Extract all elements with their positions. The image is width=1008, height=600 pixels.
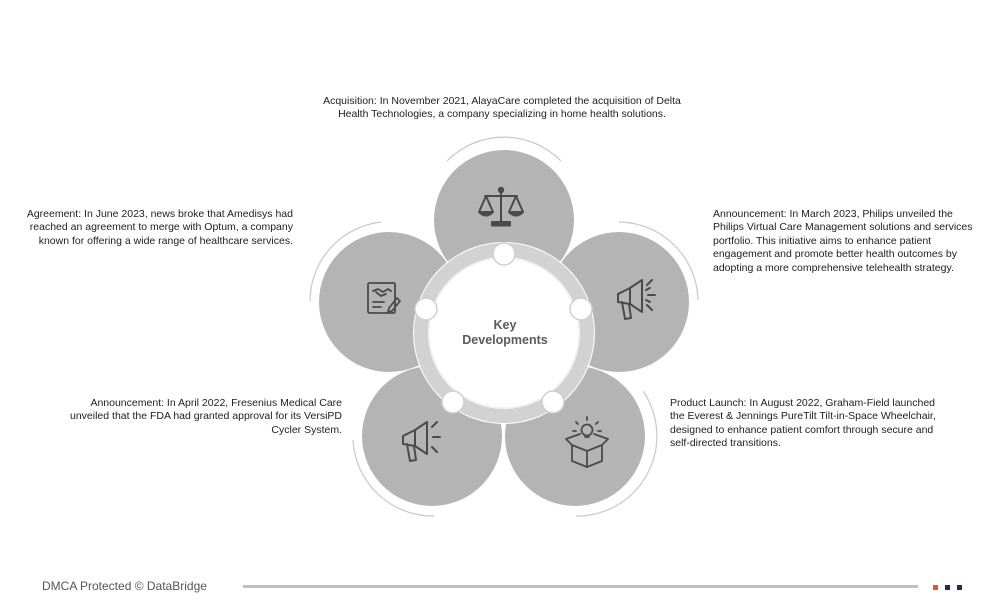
note-line: designed to enhance patient comfort through secure and	[670, 423, 934, 436]
note-line: Acquisition: In November 2021, AlayaCare completed the acquisition of Delta	[323, 95, 681, 107]
center-title-line: Developments	[462, 333, 548, 347]
note-line: Health Technologies, a company specializing in home health solutions.	[338, 108, 666, 121]
note-line: engagement and promote better health outcomes by	[713, 248, 957, 261]
note-line: reached an agreement to merge with Optum, a company	[29, 221, 293, 234]
note-line: Agreement: In June 2023, news broke that Amedisys had	[26, 208, 293, 220]
footer-square-navy	[957, 585, 962, 590]
note-line: Announcement: In April 2022, Fresenius Medical Care	[90, 397, 342, 409]
center-title-line: Key	[493, 318, 517, 332]
note-line: known for offering a wide range of healthcare services.	[38, 234, 293, 247]
note-announcement-philips	[713, 208, 1003, 275]
note-product-launch	[670, 397, 970, 451]
note-line: portfolio. This initiative aims to enhance patient	[713, 234, 932, 247]
note-line: Philips Virtual Care Management solutions and services	[713, 221, 973, 234]
note-line: Product Launch: In August 2022, Graham-Field launched	[670, 397, 936, 409]
footer-square-navy	[945, 585, 950, 590]
note-announcement-fresenius	[40, 397, 342, 437]
note-line: self-directed transitions.	[670, 437, 781, 450]
note-line: Cycler System.	[271, 423, 342, 436]
center-title	[455, 318, 555, 348]
note-line: adopting a more comprehensive telehealth strategy.	[713, 261, 954, 274]
footer-copyright: DMCA Protected © DataBridge	[42, 579, 207, 593]
note-agreement	[5, 208, 293, 248]
footer-square-orange	[933, 585, 938, 590]
footer-divider	[243, 585, 918, 588]
note-line: unveiled that the FDA had granted approval for its VersiPD	[70, 410, 342, 423]
note-line: Announcement: In March 2023, Philips unveiled the	[713, 208, 953, 220]
note-acquisition	[302, 95, 702, 122]
note-line: the Everest & Jennings PureTilt Tilt-in-Space Wheelchair,	[670, 410, 936, 423]
